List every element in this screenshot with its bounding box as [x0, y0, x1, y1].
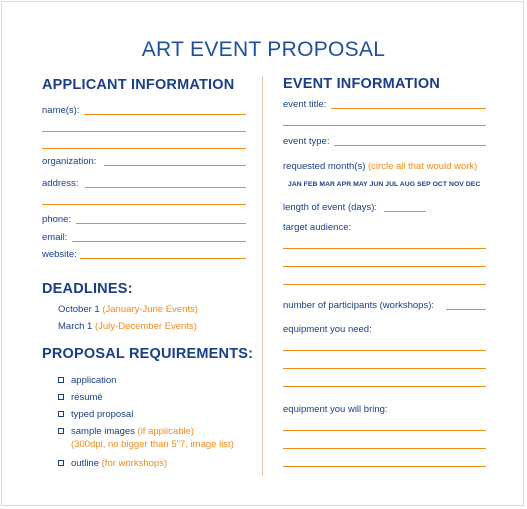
applicant-heading: APPLICANT INFORMATION [42, 77, 235, 93]
equipment-need-label: equipment you need: [283, 324, 372, 335]
application-checkbox[interactable] [58, 377, 64, 383]
requested-months-note: (circle all that would work) [368, 161, 478, 172]
address-label: address: [42, 178, 79, 189]
application-label: application [71, 375, 117, 386]
event-type-label: event type: [283, 136, 330, 147]
equipment-bring-line-3[interactable] [283, 466, 486, 467]
event-title-field[interactable] [331, 108, 486, 109]
equipment-need-line-2[interactable] [283, 368, 486, 369]
email-field[interactable] [72, 241, 246, 242]
audience-label: target audience: [283, 222, 352, 233]
deadline-march-date: March 1 [58, 321, 93, 332]
address-field-line-2[interactable] [42, 204, 246, 205]
column-divider [262, 76, 263, 476]
resume-checkbox[interactable] [58, 394, 64, 400]
organization-label: organization: [42, 156, 97, 167]
event-heading: EVENT INFORMATION [283, 76, 440, 92]
name-field[interactable] [84, 114, 246, 115]
deadline-october-note: (January-June Events) [102, 304, 198, 315]
page-title: ART EVENT PROPOSAL [141, 38, 386, 61]
sample-images-text: sample images [71, 426, 135, 437]
outline-label [71, 458, 167, 469]
months-list[interactable]: JAN FEB MAR APR MAY JUN JUL AUG SEP OCT NOV DEC [288, 181, 481, 188]
equipment-need-line-1[interactable] [283, 350, 486, 351]
sample-images-spec: (300dpi, no bigger than 5"7, image list) [71, 439, 234, 450]
outline-checkbox[interactable] [58, 460, 64, 466]
requested-months-label [283, 161, 477, 172]
equipment-need-line-3[interactable] [283, 386, 486, 387]
phone-label: phone: [42, 214, 72, 225]
length-field[interactable] [384, 211, 426, 212]
organization-field[interactable] [104, 165, 246, 166]
name-label: name(s): [42, 105, 80, 116]
event-type-field[interactable] [334, 145, 486, 146]
equipment-bring-line-1[interactable] [283, 430, 486, 431]
name-field-line-2[interactable] [42, 131, 246, 132]
equipment-bring-line-2[interactable] [283, 448, 486, 449]
sample-images-label [71, 426, 194, 437]
event-title-field-line-2[interactable] [283, 125, 486, 126]
requirements-heading: PROPOSAL REQUIREMENTS: [42, 346, 254, 362]
deadlines-heading: DEADLINES: [42, 281, 133, 297]
address-field[interactable] [85, 187, 246, 188]
equipment-bring-label: equipment you will bring: [283, 404, 388, 415]
requested-months-text: requested month(s) [283, 161, 366, 172]
email-label: email: [42, 232, 68, 243]
deadline-october-date: October 1 [58, 304, 100, 315]
website-field[interactable] [80, 258, 246, 259]
deadline-march-note: (July-December Events) [94, 321, 197, 332]
audience-field-line-3[interactable] [283, 284, 486, 285]
audience-field-line-2[interactable] [283, 266, 486, 267]
audience-field-line-1[interactable] [283, 248, 486, 249]
resume-label: résumé [71, 392, 103, 403]
outline-text: outline [71, 458, 99, 469]
deadline-october [58, 304, 198, 315]
participants-label: number of participants (workshops): [283, 300, 435, 311]
phone-field[interactable] [76, 223, 246, 224]
participants-field[interactable] [446, 309, 486, 310]
typed-proposal-label: typed proposal [71, 409, 134, 420]
deadline-march [58, 321, 197, 332]
outline-note: (for workshops) [101, 458, 168, 469]
typed-proposal-checkbox[interactable] [58, 411, 64, 417]
website-label: website: [42, 249, 77, 260]
sample-images-checkbox[interactable] [58, 428, 64, 434]
length-label: length of event (days): [283, 202, 377, 213]
name-field-line-3[interactable] [42, 148, 246, 149]
sample-images-note: (if applicable) [137, 426, 195, 437]
event-title-label: event title: [283, 99, 327, 110]
